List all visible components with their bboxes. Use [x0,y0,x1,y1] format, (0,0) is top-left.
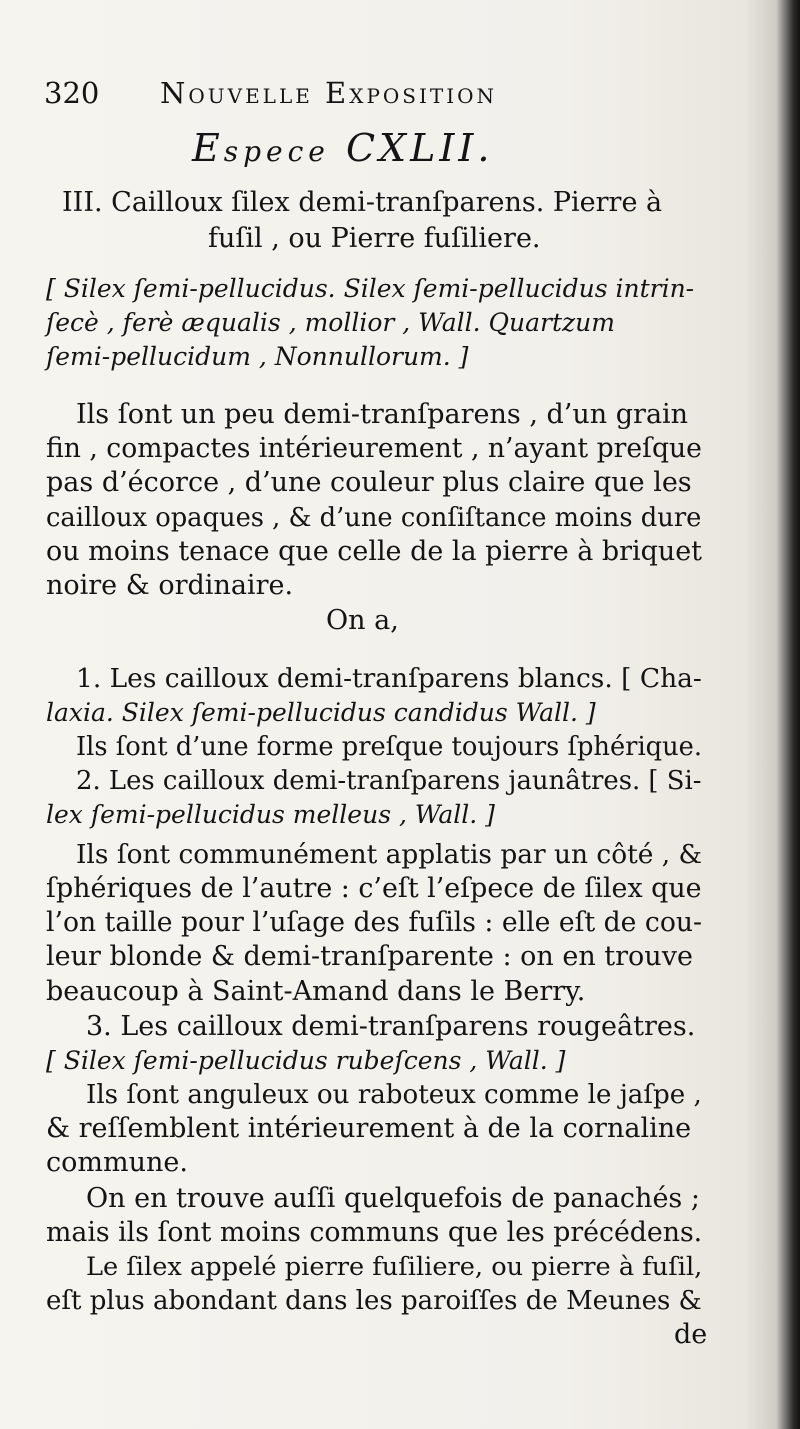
text-line: Ils ſont communément applatis par un côté , & [76,839,703,870]
text-line: fin , compactes intérieurement , n’ayant preſque [46,433,702,464]
text-line: On a, [326,605,399,636]
text-line: ou moins tenace que celle de la pierre à briquet [46,536,703,567]
text-line: & reſſemblent intérieurement à de la cornaline [46,1113,692,1144]
text-line: cailloux opaques , & d’une conſiſtance moins dure [46,503,702,533]
text-line: mais ils ſont moins communs que les précédens. [46,1217,703,1248]
species-heading-initial: E [192,126,224,170]
catchword: de [674,1319,708,1350]
text-line: fuſil , ou Pierre fuſiliere. [208,223,541,254]
text-line: Ils ſont d’une forme preſque toujours ſphérique. [76,732,703,762]
running-title: Nouvelle Exposition [160,76,498,110]
latin-synonym-line: ſecè , ferè æqualis , mollior , Wall. Quartzum [46,308,615,337]
text-line: III. Cailloux ſilex demi-tranſparens. Pierre à [62,187,663,218]
text-line: eſt plus abondant dans les paroiſſes de Meunes & [46,1286,702,1316]
text-line: laxia. Silex ſemi-pellucidus candidus Wall. ] [46,698,596,727]
text-line: On en trouve auſſi quelquefois de panachés ; [86,1183,700,1214]
text-line: noire & ordinaire. [46,570,294,601]
text-line: [ Silex ſemi-pellucidus rubeſcens , Wall. ] [46,1046,566,1075]
latin-synonym-line: [ Silex ſemi-pellucidus. Silex ſemi-pellucidus intrin- [46,274,695,303]
text-line: 2. Les cailloux demi-tranſparens jaunâtres. [ Si- [76,766,702,796]
text-line: ſphériques de l’autre : c’eſt l’eſpece de ſilex que [46,873,702,904]
species-heading-rest: spece [223,135,330,168]
text-line: beaucoup à Saint-Amand dans le Berry. [46,976,586,1007]
text-line: Le ſilex appelé pierre fuſiliere, ou pierre à fuſil, [86,1252,703,1282]
text-line: commune. [46,1147,188,1178]
latin-synonym-line: ſemi-pellucidum , Nonnullorum. ] [46,342,469,371]
text-line: pas d’écorce , d’une couleur plus claire que les [46,467,692,498]
text-line: Ils ſont anguleux ou raboteux comme le jaſpe , [86,1080,702,1110]
text-line: lex ſemi-pellucidus melleus , Wall. ] [46,800,495,829]
page-number: 320 [44,76,100,110]
text-line: 3. Les cailloux demi-tranſparens rougeâtres. [86,1011,696,1042]
text-line: leur blonde & demi-tranſparente : on en trouve [46,941,693,972]
text-line: l’on taille pour l’uſage des fuſils : elle eſt de cou- [46,907,702,938]
text-line: Ils ſont un peu demi-tranſparens , d’un grain [76,399,689,430]
species-heading-numeral: CXLII. [345,126,494,170]
species-heading [192,126,493,170]
text-line: 1. Les cailloux demi-tranſparens blancs. [ Cha- [76,663,702,694]
